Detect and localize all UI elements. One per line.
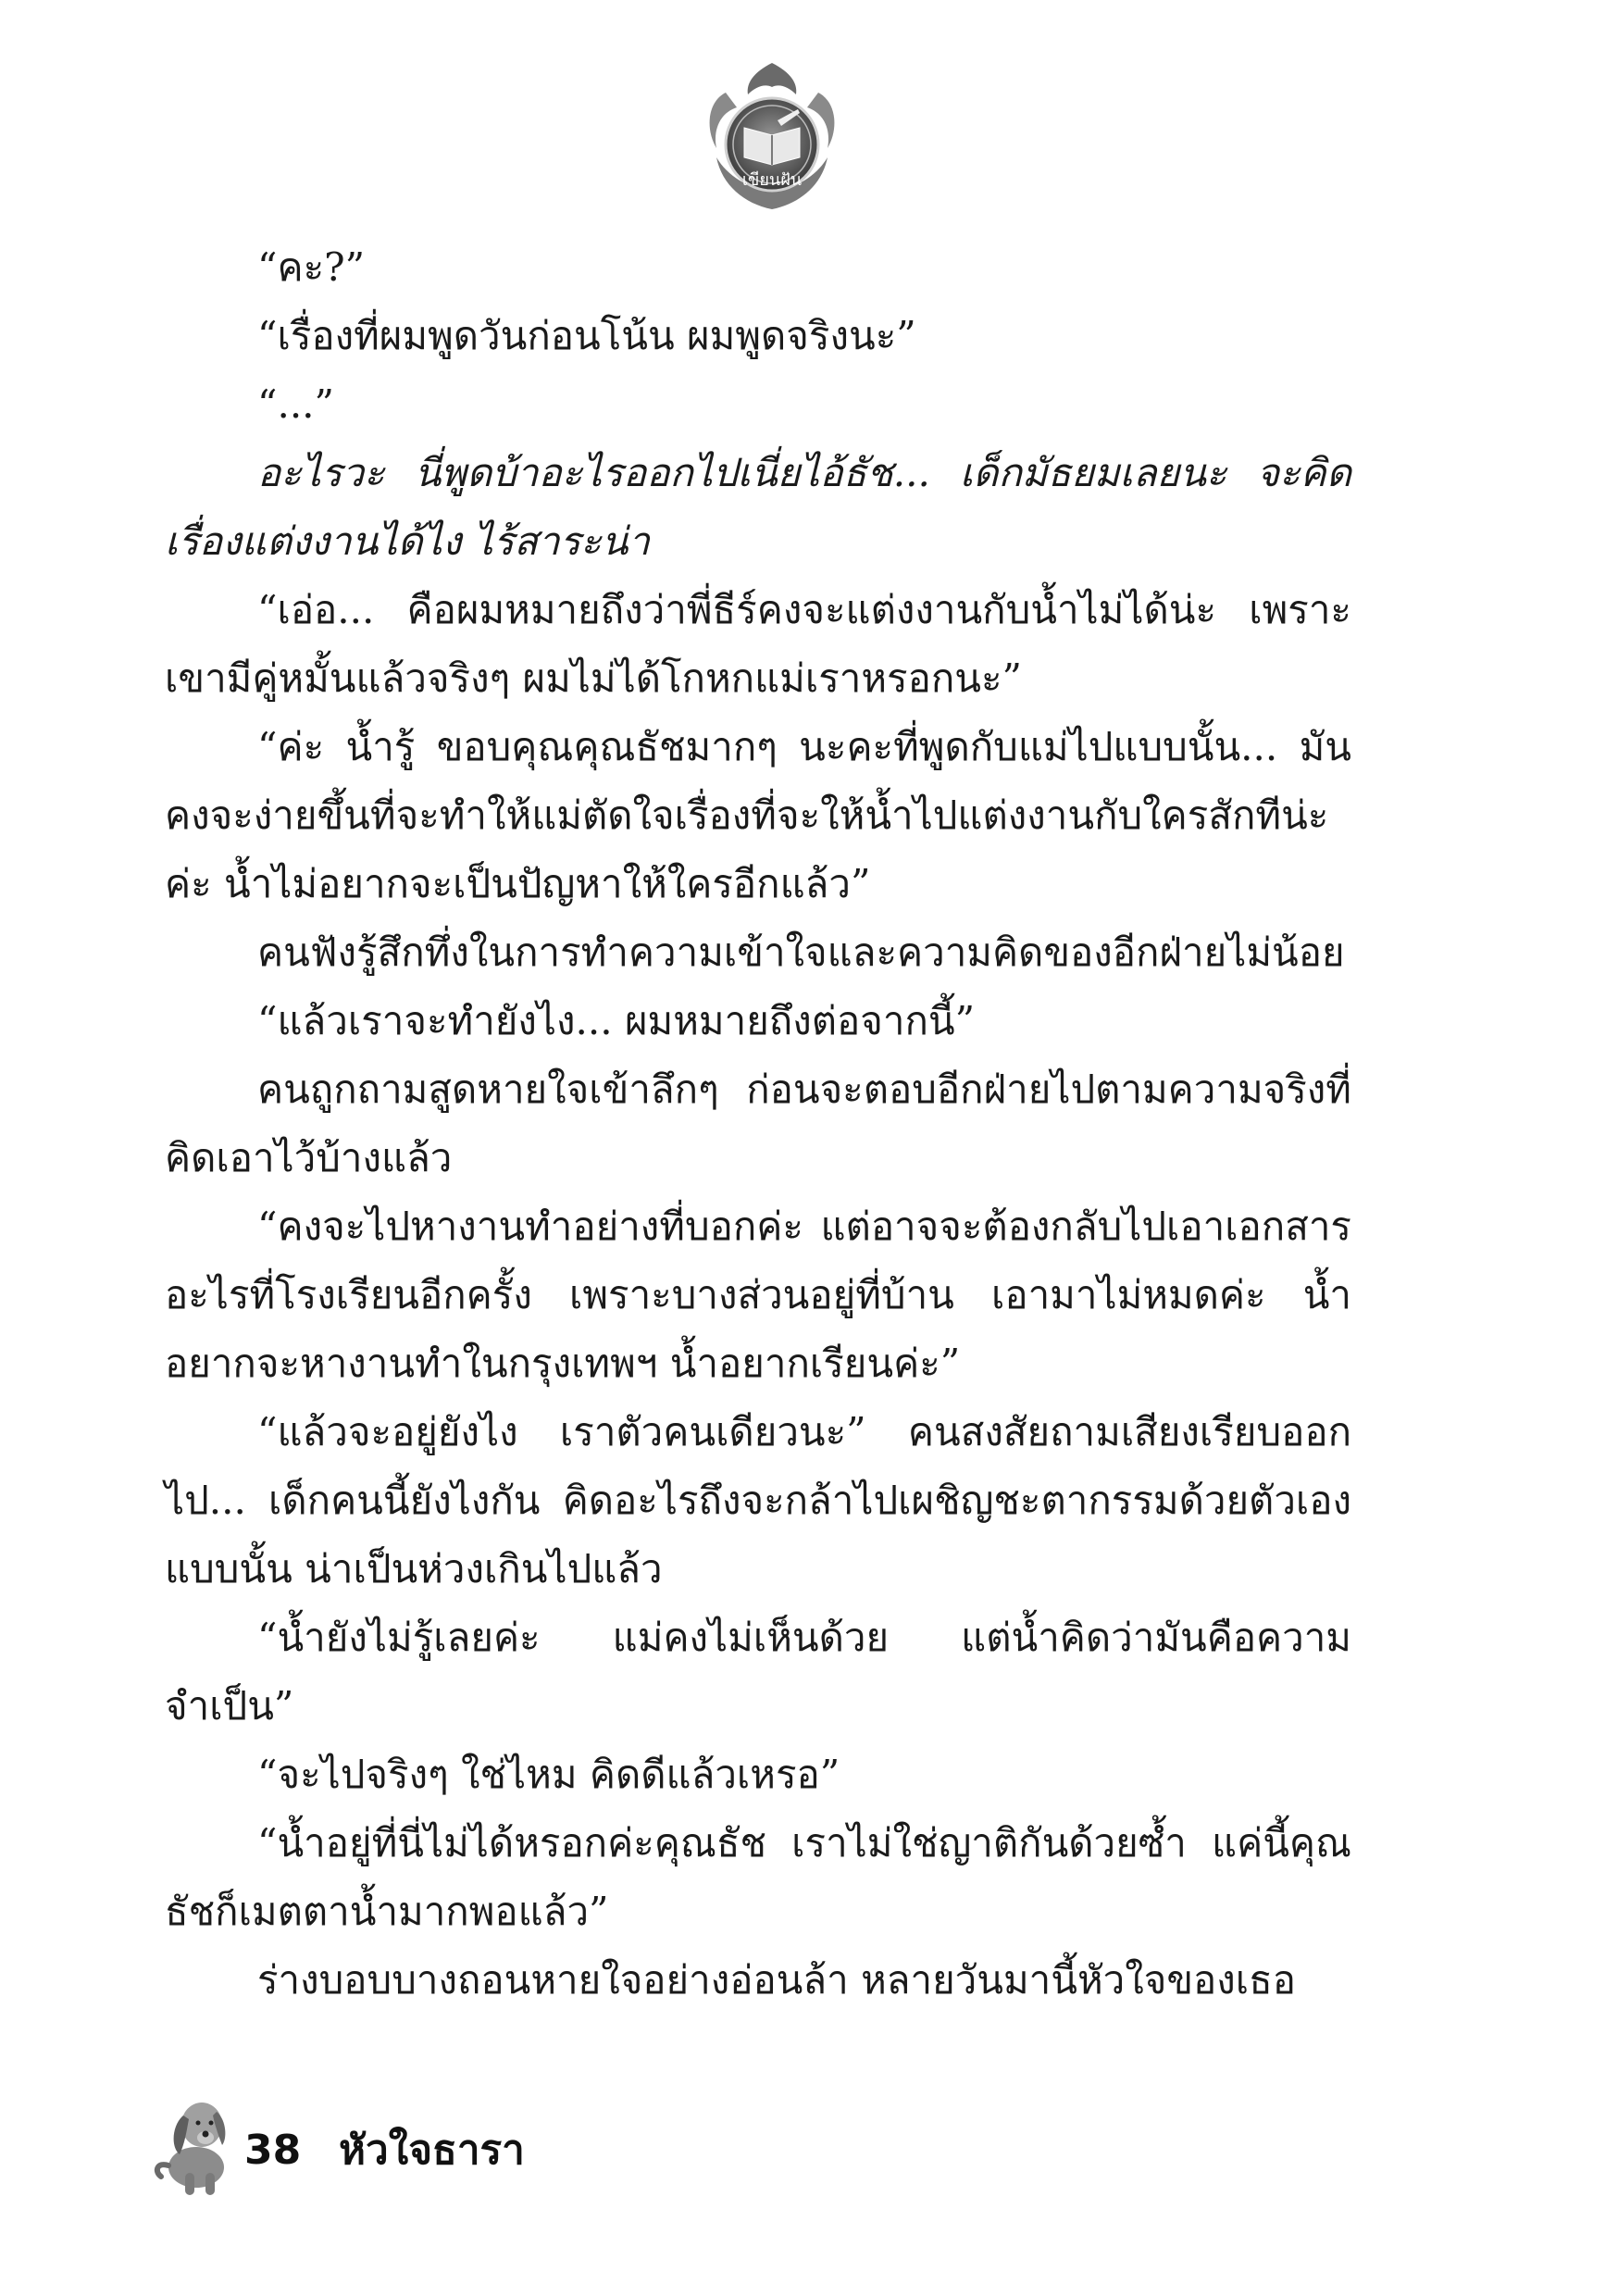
dog-icon (148, 2088, 237, 2199)
paragraph: คนถูกถามสูดหายใจเข้าลึกๆ ก่อนจะตอบอีกฝ่ายไปตามความจริงที่คิดเอาไว้บ้างแล้ว (165, 1067, 1351, 1180)
paragraph: “แล้วจะอยู่ยังไง เราตัวคนเดียวนะ” คนสงสัยถามเสียงเรียบออกไป... เด็กคนนี้ยังไงกัน คิดอะไรถึงจะกล้าไปเผชิญชะตากรรมด้วยตัวเองแบบนั้น น่าเป็นห่วงเกินไปแล้ว (165, 1409, 1351, 1591)
paragraph: “...” (257, 381, 334, 427)
page-footer (148, 2088, 703, 2199)
paragraph: “คะ?” (257, 244, 366, 290)
body-text (165, 233, 1351, 2015)
logo-text: เขียนฝัน (741, 170, 803, 190)
ornate-book-emblem-icon (689, 56, 855, 222)
paragraph: อะไรวะ นี่พูดบ้าอะไรออกไปเนี่ยไอ้ธัช... เด็กมัธยมเลยนะ จะคิดเรื่องแต่งงานได้ไง ไร้สาระน่า (165, 450, 1351, 564)
paragraph: “ค่ะ น้ำรู้ ขอบคุณคุณธัชมากๆ นะคะที่พูดกับแม่ไปแบบนั้น... มันคงจะง่ายขึ้นที่จะทำให้แม่ตัดใจเรื่องที่จะให้น้ำไปแต่งงานกับใครสักทีน่ะค่ะ น้ำไม่อยากจะเป็นปัญหาให้ใครอีกแล้ว” (165, 724, 1351, 906)
paragraph: “น้ำอยู่ที่นี่ไม่ได้หรอกค่ะคุณธัช เราไม่ใช่ญาติกันด้วยซ้ำ แค่นี้คุณธัชก็เมตตาน้ำมากพอแล้ว” (165, 1820, 1351, 1934)
book-title: หัวใจธารา (339, 2127, 525, 2174)
paragraph: ร่างบอบบางถอนหายใจอย่างอ่อนล้า หลายวันมานี้หัวใจของเธอ (257, 1957, 1297, 2003)
paragraph: “น้ำยังไม่รู้เลยค่ะ แม่คงไม่เห็นด้วย แต่น้ำคิดว่ามันคือความจำเป็น” (165, 1615, 1351, 1728)
paragraph: คนฟังรู้สึกทึ่งในการทำความเข้าใจและความคิดของอีกฝ่ายไม่น้อย (257, 930, 1345, 975)
paragraph: “คงจะไปหางานทำอย่างที่บอกค่ะ แต่อาจจะต้องกลับไปเอาเอกสารอะไรที่โรงเรียนอีกครั้ง เพราะบางส่วนอยู่ที่บ้าน เอามาไม่หมดค่ะ น้ำอยากจะหางานทำในกรุงเทพฯ น้ำอยากเรียนค่ะ” (165, 1204, 1351, 1386)
paragraph: “แล้วเราจะทำยังไง... ผมหมายถึงต่อจากนี้” (257, 998, 976, 1043)
paragraph: “เอ่อ... คือผมหมายถึงว่าพี่ธีร์คงจะแต่งงานกับน้ำไม่ได้น่ะ เพราะเขามีคู่หมั้นแล้วจริงๆ ผมไม่ได้โกหกแม่เราหรอกนะ” (165, 587, 1351, 701)
page-number: 38 (244, 2127, 302, 2174)
paragraph: “เรื่องที่ผมพูดวันก่อนโน้น ผมพูดจริงนะ” (257, 313, 916, 358)
paragraph: “จะไปจริงๆ ใช่ไหม คิดดีแล้วเหรอ” (257, 1752, 840, 1797)
